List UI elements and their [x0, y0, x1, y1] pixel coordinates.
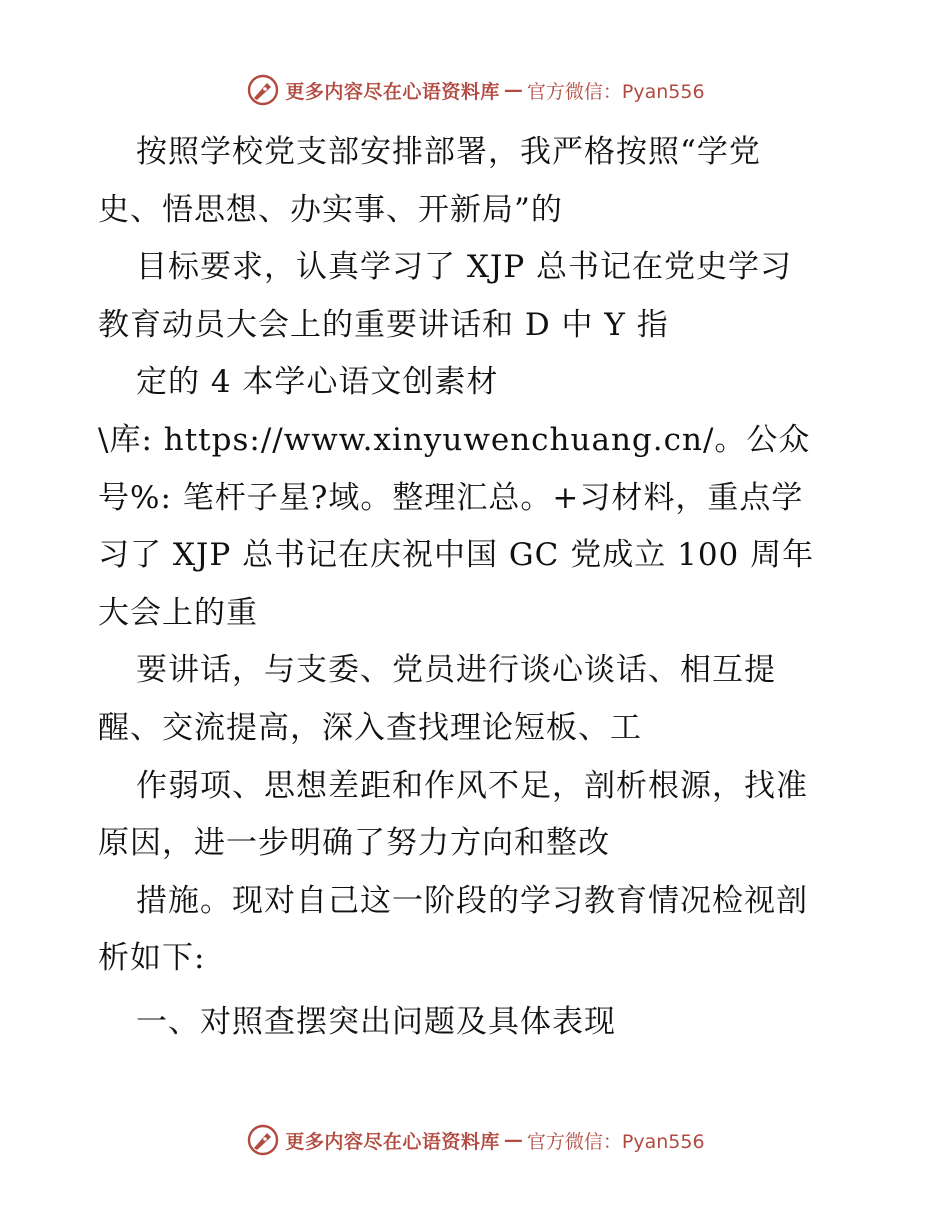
- text-line: 史、悟思想、办实事、开新局”的: [98, 191, 563, 228]
- document-body: [98, 124, 858, 1052]
- banner-wechat: 官方微信：Pyan556: [526, 1130, 705, 1153]
- text-line: 原因，进一步明确了努力方向和整改: [98, 825, 610, 862]
- text-line: 析如下:: [98, 940, 206, 977]
- text-line: 按照学校党支部安排部署，我严格按照“学党: [136, 134, 761, 170]
- banner-title: 更多内容尽在心语资料库: [285, 1130, 500, 1153]
- text-line: 号%: 笔杆子星?域。整理汇总。+习材料，重点学: [98, 479, 804, 516]
- text-line: 醒、交流提高，深入查找理论短板、工: [98, 709, 642, 746]
- text-line: 措施。现对自己这一阶段的学习教育情况检视剖: [136, 882, 808, 919]
- footer-banner: [0, 1120, 950, 1160]
- text-line: 要讲话，与支委、党员进行谈心谈话、相互提: [136, 652, 776, 689]
- text-line: 目标要求，认真学习了 XJP 总书记在党史学习: [136, 249, 793, 286]
- banner-title: 更多内容尽在心语资料库: [285, 80, 500, 103]
- pen-nib-logo-icon: [245, 72, 281, 108]
- text-line: 大会上的重: [98, 594, 258, 631]
- text-line: 作弱项、思想差距和作风不足，剖析根源，找准: [136, 767, 808, 804]
- header-banner: [0, 70, 950, 110]
- text-line: \库: https://www.xinyuwenchuang.cn/。公众: [98, 421, 811, 458]
- banner-dash: —: [503, 79, 523, 101]
- banner-wechat: 官方微信：Pyan556: [526, 80, 705, 103]
- section-heading: 一、对照查摆突出问题及具体表现: [136, 1003, 616, 1040]
- banner-dash: —: [503, 1129, 523, 1151]
- pen-nib-logo-icon: [245, 1122, 281, 1158]
- text-line: 教育动员大会上的重要讲话和 D 中 Y 指: [98, 306, 669, 343]
- text-line: 定的 4 本学心语文创素材: [136, 364, 499, 401]
- text-line: 习了 XJP 总书记在庆祝中国 GC 党成立 100 周年: [98, 537, 815, 574]
